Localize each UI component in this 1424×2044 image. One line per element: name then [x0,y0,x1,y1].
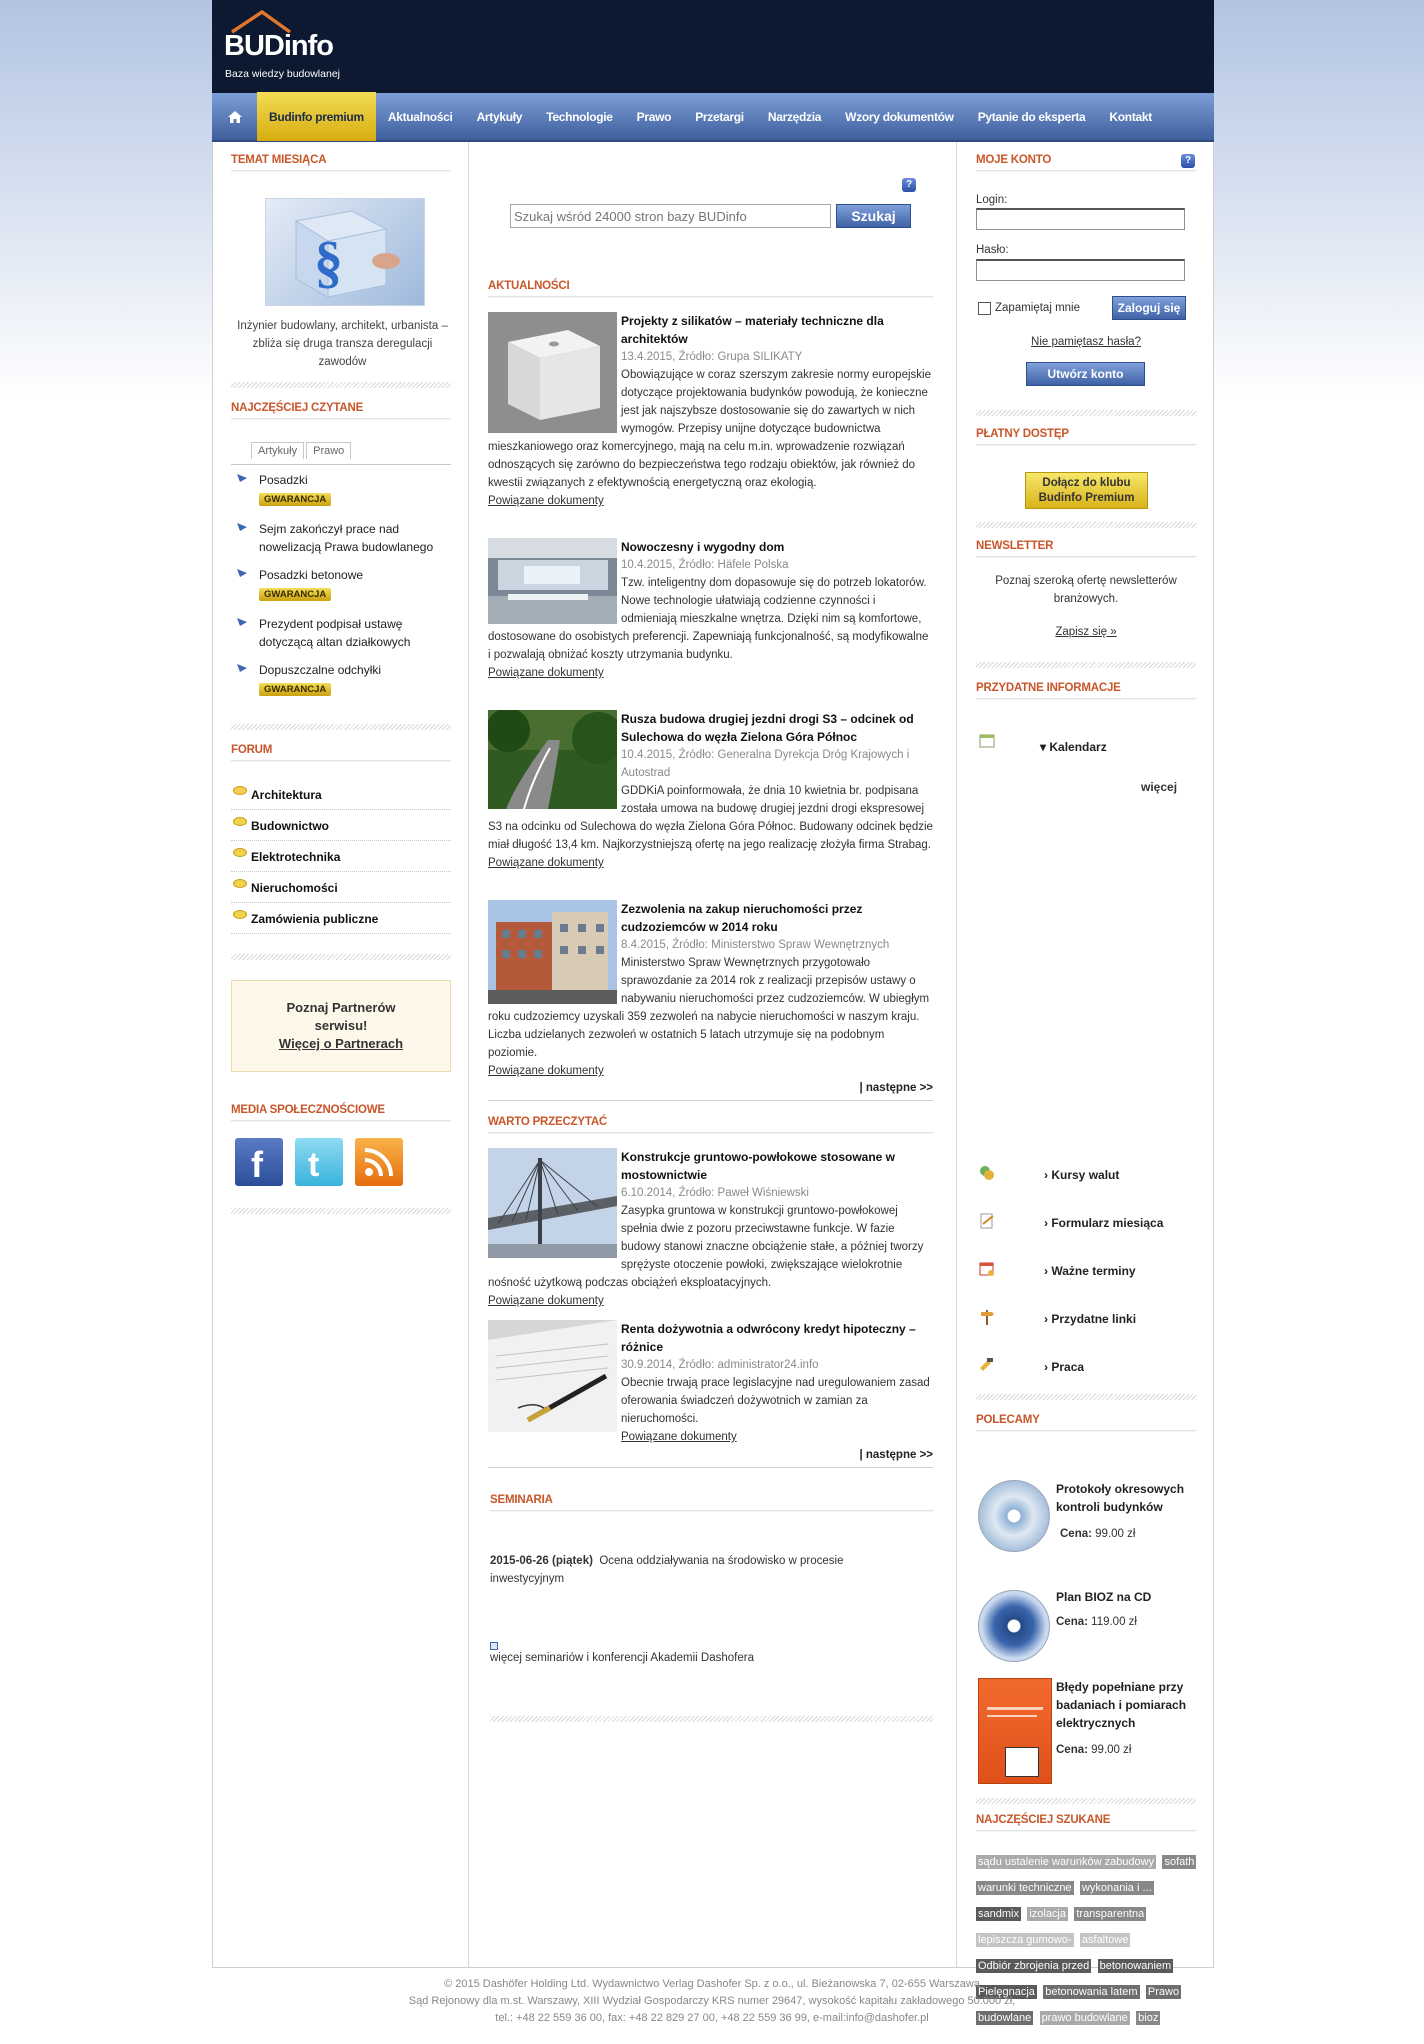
article-title[interactable]: Konstrukcje gruntowo-powłokowe stosowane w mostownictwie [621,1150,896,1182]
article-body: Obecnie trwają prace legislacyjne nad uregulowaniem zasad oferowania świadczeń dożywotnich w zamian za nieruchomości. [621,1377,930,1425]
forum-item-architektura[interactable]: Architektura [231,780,451,810]
separator [976,522,1196,528]
left-column [213,142,469,1967]
tag-link[interactable]: sofath [1164,1856,1195,1868]
speech-bubble-icon [233,786,247,796]
divider [488,1467,933,1468]
product-book-image[interactable] [978,1678,1052,1784]
divider [231,1120,451,1122]
guarantee-badge: GWARANCJA [259,588,331,601]
main-nav [212,93,1214,142]
divider [488,296,933,298]
password-input[interactable] [976,259,1185,281]
partners-line2: serwisu! [314,1018,368,1033]
search-input[interactable] [510,204,831,228]
currency-icon [978,1164,996,1182]
product-title[interactable]: Plan BIOZ na CD [1056,1590,1152,1604]
tag-link[interactable]: betonowania latem [1045,1986,1138,1998]
article-title[interactable]: Projekty z silikatów – materiały techniczne dla architektów [621,314,884,346]
form-icon [978,1212,996,1230]
news-article [488,900,933,1080]
tag-link[interactable]: budowlane [978,2012,1032,2024]
partners-link[interactable]: Więcej o Partnerach [278,1036,404,1051]
tag-link[interactable]: Pielęgnacja [978,1986,1035,1998]
speech-bubble-icon [233,879,247,889]
article-body: Zasypka gruntowa w konstrukcji gruntowo-powłokowej spełnia dwie z pozoru przeciwstawne funkcje. W fazie budowy stanowi znaczne obciążenie stałe, a później tworzy sprężyste otoczenie powłoki, zwiększające wielokrotnie nośność użytkową podczas obciążeń eksploatacyjnych. [488,1205,924,1289]
seminar-entry[interactable] [490,1552,920,1588]
partners-line1: Poznaj Partnerów [286,1000,396,1015]
work-icon [978,1356,996,1374]
arrow-icon [237,569,247,577]
article-meta: 10.4.2015, Źródło: Generalna Dyrekcja Dróg Krajowych i Autostrad [621,749,910,779]
tag-link[interactable]: lepiszcza gumowo- [978,1934,1072,1946]
login-input[interactable] [976,208,1185,230]
password-label: Hasło: [976,244,1009,256]
recommend-title: POLECAMY [976,1414,1040,1426]
forum-item-elektrotechnika[interactable]: Elektrotechnika [231,842,451,872]
tabs-line [231,464,451,465]
divider [976,556,1196,558]
product-price: Cena: 99.00 zł [1056,1744,1132,1756]
article-meta: 8.4.2015, Źródło: Ministerstwo Spraw Wewnętrznych [621,939,890,951]
news-image[interactable] [488,312,617,433]
newsletter-text: Poznaj szeroką ofertę newsletterów branżowych. [995,575,1177,605]
login-button[interactable]: Zaloguj się [1112,296,1186,320]
tag-link[interactable]: sandmix [978,1908,1019,1920]
seminar-text: Ocena oddziaływania na środowisko w procesie inwestycyjnym [490,1555,844,1585]
article-title[interactable]: Renta dożywotnia a odwrócony kredyt hipoteczny – różnice [621,1322,916,1354]
related-docs-link[interactable]: Powiązane dokumenty [621,1431,737,1443]
home-button[interactable] [212,92,257,141]
article-meta: 13.4.2015, Źródło: Grupa SILIKATY [621,351,803,363]
nav-item-kontakt[interactable]: Kontakt [1109,109,1152,124]
worth-article [488,1320,933,1446]
tag-link[interactable]: asfaltowe [1081,1934,1129,1946]
popular-item[interactable] [231,471,451,507]
popular-item-label: Dopuszczalne odchyłki [259,663,382,677]
nav-item-narzedzia[interactable]: Narzędzia [767,109,822,124]
news-article [488,710,933,872]
topic-image[interactable] [265,198,425,306]
nav-item-wzory[interactable]: Wzory dokumentów [845,109,954,124]
separator [976,410,1196,416]
popular-item-label: Sejm zakończył prace nad nowelizacją Prawa budowlanego [259,522,434,554]
article-body: Tzw. inteligentny dom dopasowuje się do potrzeb lokatorów. Nowe technologie ułatwiają codzienne czynności i odmieniają mieszkalne wnętrza. Dzięki nim są komfortowe, dostosowane do osobistych preferencji. Zapewniają funkcjonalność, są modyfikowalne i pozwalają obniżać koszty utrzymania budynku. [488,577,929,661]
news-article [488,312,933,510]
remember-label: Zapamiętaj mnie [995,302,1081,314]
svg-text:t: t [308,1146,320,1184]
logo-tagline: Baza wiedzy budowlanej [225,68,340,80]
help-icon[interactable]: ? [1181,154,1195,168]
forgot-password-link[interactable]: Nie pamiętasz hasła? [1031,336,1141,348]
popular-item[interactable] [231,566,451,602]
news-title: AKTUALNOŚCI [488,280,570,292]
nav-item-aktualnosci[interactable]: Aktualności [387,109,453,124]
popular-title: NAJCZĘŚCIEJ CZYTANE [231,402,364,414]
rss-icon[interactable] [355,1138,403,1186]
product-price: Cena: 119.00 zł [1056,1616,1137,1628]
article-title[interactable]: Nowoczesny i wygodny dom [621,540,785,554]
topic-text[interactable]: Inżynier budowlany, architekt, urbanista – zbliża się druga transza deregulacji zawodów [237,320,448,368]
search-button[interactable]: Szukaj [836,204,911,228]
svg-text:§: § [314,229,343,294]
separator [976,1798,1196,1804]
divider [976,1430,1196,1432]
main-column [470,142,957,1967]
article-body: GDDKiA poinformowała, że dnia 10 kwietnia br. podpisana została umowa na budowę drugiej jezdni drogi ekspresowej S3 na odcinku od Sulechowa do węzła Zielona Góra Północ. Budowany odcinek będzie miał długość 13,4 km. Najkorzystniejszą ofertę na jego realizację złożyła firma Strabag. [488,785,933,851]
separator [231,724,451,730]
tag-link[interactable]: Odbiór zbrojenia przed [978,1960,1090,1972]
account-title: MOJE KONTO [976,154,1052,166]
news-image[interactable] [488,710,617,809]
product-cd-image[interactable] [978,1480,1050,1552]
forum-title: FORUM [231,744,273,756]
twitter-icon[interactable] [295,1138,343,1186]
popular-item-label: Posadzki betonowe [259,568,364,582]
article-meta: 30.9.2014, Źródło: administrator24.info [621,1359,819,1371]
partners-box [231,980,451,1072]
facebook-icon[interactable] [235,1138,283,1186]
divider [231,170,451,172]
remember-checkbox[interactable] [978,302,991,315]
info-title: PRZYDATNE INFORMACJE [976,682,1121,694]
create-account-button[interactable]: Utwórz konto [1026,362,1145,386]
product-cd-image[interactable] [978,1590,1050,1662]
social-title: MEDIA SPOŁECZNOŚCIOWE [231,1104,385,1116]
newsletter-signup-link[interactable]: Zapisz się » [1055,626,1117,638]
signpost-icon [978,1308,996,1326]
related-docs-link[interactable]: Powiązane dokumenty [488,1065,604,1077]
separator [490,1716,933,1722]
tag-link[interactable]: warunki techniczne [978,1882,1072,1894]
speech-bubble-icon [233,817,247,827]
tag-link[interactable]: bioz [1138,2012,1159,2024]
newsletter-title: NEWSLETTER [976,540,1054,552]
footer-line: Sąd Rejonowy dla m.st. Warszawy, XIII Wydział Gospodarczy KRS numer 29647, wysokość kapitału zakładowego 50.000 zł, [408,1995,1016,2007]
footer-line: © 2015 Dashöfer Holding Ltd. Wydawnictwo Verlag Dashofer Sp. z o.o., ul. Bieżanowska 7, 02-655 Warszawa [444,1978,980,1990]
divider [231,760,451,762]
divider [488,1132,933,1134]
footer-line: tel.: +48 22 559 36 00, fax: +48 22 829 27 00, +48 22 559 36 99, e-mail:info@dashofer.pl [495,2012,929,2024]
topic-title: TEMAT MIESIĄCA [231,154,327,166]
nav-item-premium[interactable]: Budinfo premium [257,92,376,141]
worth-title: WARTO PRZECZYTAĆ [488,1116,608,1128]
news-image[interactable] [488,900,617,1004]
worth-article [488,1148,933,1310]
article-body: Obowiązujące w coraz szerszym zakresie normy europejskie dotyczące projektowania budynków powodują, że konieczne jest jak najszybsze dostosowanie się do zawartych w nich wymogów. Przepisy unijne dotyczące budownictwa mieszkaniowego oraz komercyjnego, mają na celu m.in. wprowadzenie rozwiązań odnoszących się zarówno do bezpieczeństwa tego rodzaju obiektów, jak również do kwestii związanych z efektywnością energetyczną oraz ekologią. [488,369,931,489]
nav-item-prawo[interactable]: Prawo [636,109,672,124]
related-docs-link[interactable]: Powiązane dokumenty [488,667,604,679]
divider [488,1100,933,1101]
news-article [488,538,933,682]
info-item-formularz[interactable]: › Formularz miesiąca [978,1212,1198,1236]
tag-link[interactable]: transparentna [1076,1908,1145,1920]
popular-item-label: Prezydent podpisał ustawę dotyczącą altan działkowych [259,617,411,649]
arrow-icon [237,523,247,531]
logo[interactable] [224,8,364,78]
home-icon [227,110,243,124]
logo-word: BUDinfo [224,30,333,62]
popular-tabs [251,442,353,459]
arrow-icon [237,664,247,672]
related-docs-link[interactable]: Powiązane dokumenty [488,1295,604,1307]
related-docs-link[interactable]: Powiązane dokumenty [488,495,604,507]
separator [976,662,1196,668]
worth-next-link[interactable]: | następne >> [859,1449,933,1461]
article-meta: 10.4.2015, Źródło: Häfele Polska [621,559,789,571]
tab-artykuly[interactable]: Artykuły [251,442,304,459]
tag-link[interactable]: prawo budowlane [1041,2012,1128,2024]
info-item-terminy[interactable]: › Ważne terminy [978,1260,1198,1284]
seminar-date: 2015-06-26 (piątek) [490,1555,593,1567]
bullet-icon [490,1642,498,1650]
premium-club-button[interactable]: Dołącz do klubu Budinfo Premium [1025,472,1148,509]
product-price: Cena: 99.00 zł [1060,1528,1136,1540]
tag-link[interactable]: sądu ustalenie warunków zabudowy [978,1856,1155,1868]
site-header [212,0,1214,93]
separator [231,954,451,960]
info-item-kursy[interactable]: › Kursy walut [978,1164,1198,1188]
separator [231,382,451,388]
deadline-icon [978,1260,996,1278]
info-item-kalendarz[interactable]: ▾ Kalendarz [978,732,1198,756]
speech-bubble-icon [233,848,247,858]
tag-link[interactable]: Prawo [1147,1986,1180,1998]
speech-bubble-icon [233,910,247,920]
tag-link[interactable]: wykonania i ... [1081,1882,1152,1894]
paid-title: PŁATNY DOSTĘP [976,428,1069,440]
footer [0,1976,1424,2027]
arrow-icon [237,618,247,626]
tab-prawo[interactable]: Prawo [306,442,351,459]
nav-item-przetargi[interactable]: Przetargi [695,109,744,124]
seminars-more-link[interactable]: więcej seminariów i konferencji Akademii Dashofera [490,1652,754,1664]
help-icon[interactable]: ? [902,178,916,192]
divider [976,170,1196,172]
svg-text:f: f [251,1144,263,1185]
divider [231,418,451,420]
worth-image[interactable] [488,1148,617,1258]
divider [976,444,1196,446]
news-image[interactable] [488,538,617,624]
guarantee-badge: GWARANCJA [259,493,331,506]
arrow-icon [237,474,247,482]
searched-title: NAJCZĘŚCIEJ SZUKANE [976,1814,1111,1826]
nav-item-artykuly[interactable]: Artykuły [476,109,523,124]
product-title[interactable]: Protokoły okresowych kontroli budynków [1056,1482,1185,1514]
product-title[interactable]: Błędy popełniane przy badaniach i pomiarach elektrycznych [1056,1680,1187,1730]
divider [976,1830,1196,1832]
divider [490,1510,933,1512]
forum-item-zamowienia[interactable]: Zamówienia publiczne [231,904,451,934]
forum-item-nieruchomosci[interactable]: Nieruchomości [231,873,451,903]
related-docs-link[interactable]: Powiązane dokumenty [488,857,604,869]
nav-item-ekspert[interactable]: Pytanie do eksperta [977,109,1086,124]
popular-item[interactable] [231,520,451,556]
popular-item-label: Posadzki [259,473,308,487]
article-body: Ministerstwo Spraw Wewnętrznych przygotowało sprawozdanie za 2014 rok z realizacji przepisów ustawy o nabywaniu nieruchomości przez cudzoziemców. W ubiegłym roku cudzoziemcy uzyskali 359 zezwoleń na nabycie nieruchomości w naszym kraju. Liczba udzielanych zezwoleń w ostatnich 5 latach utrzymuje się na podobnym poziomie. [488,957,930,1059]
tag-link[interactable]: izolacja [1029,1908,1066,1920]
article-title[interactable]: Rusza budowa drugiej jezdni drogi S3 – odcinek od Sulechowa do węzła Zielona Góra Północ [621,712,914,744]
separator [231,1208,451,1214]
popular-item[interactable] [231,615,451,651]
right-column [958,142,1214,2024]
paragraph-cube-icon [266,199,426,307]
calendar-icon [978,732,996,750]
worth-image[interactable] [488,1320,617,1432]
guarantee-badge: GWARANCJA [259,683,331,696]
calendar-more-link[interactable]: więcej [1141,780,1178,794]
separator [976,1394,1196,1400]
popular-item[interactable] [231,661,451,697]
seminars-title: SEMINARIA [490,1494,553,1506]
news-next-link[interactable]: | następne >> [859,1082,933,1094]
divider [976,698,1196,700]
forum-item-budownictwo[interactable]: Budownictwo [231,811,451,841]
info-item-linki[interactable]: › Przydatne linki [978,1308,1198,1332]
article-title[interactable]: Zezwolenia na zakup nieruchomości przez cudzoziemców w 2014 roku [621,902,863,934]
nav-item-technologie[interactable]: Technologie [546,109,613,124]
info-item-praca[interactable]: › Praca [978,1356,1198,1380]
login-label: Login: [976,194,1008,206]
article-meta: 6.10.2014, Źródło: Paweł Wiśniewski [621,1187,809,1199]
tag-link[interactable]: betonowaniem [1099,1960,1172,1972]
